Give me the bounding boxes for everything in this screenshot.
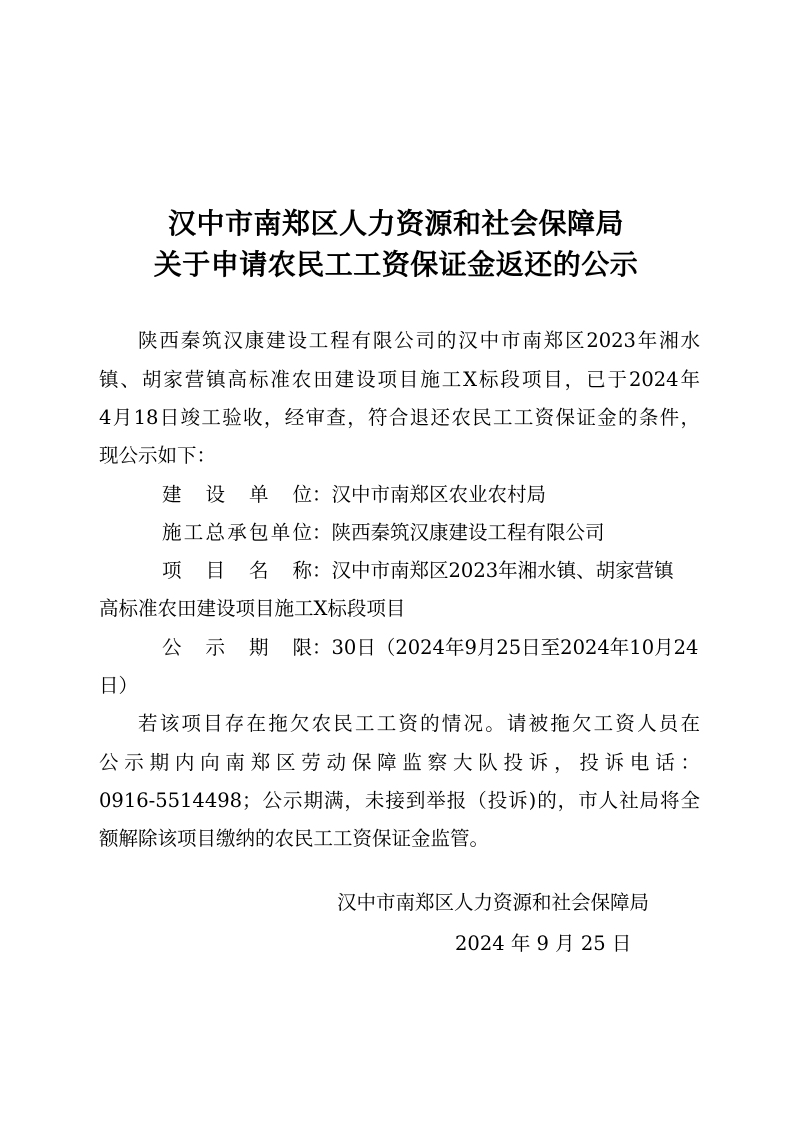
field-value: 30日（2024年9月25日至2024年10月24	[331, 636, 699, 659]
document-title-line-1: 汉中市南郑区人力资源和社会保障局	[167, 207, 624, 240]
field-notice-period	[162, 634, 698, 662]
field-general-contractor	[162, 519, 605, 547]
field-colon: ：	[312, 636, 332, 659]
field-label: 项目名称	[162, 559, 312, 582]
notice-line-2: 公示期内向南郑区劳动保障监察大队投诉，投诉电话：	[99, 751, 700, 774]
field-colon: ：	[312, 521, 332, 544]
field-label: 施工总承包单位	[162, 521, 312, 544]
field-project-name	[162, 557, 700, 585]
intro-line-4: 现公示如下：	[99, 444, 217, 467]
field-notice-period-continued: 日）	[99, 674, 139, 697]
notice-line-4: 额解除该项目缴纳的农民工工资保证金监管。	[99, 827, 490, 850]
field-colon: ：	[312, 559, 332, 582]
field-value: 汉中市南郑区2023年湘水镇、胡家营镇	[331, 559, 674, 582]
notice-line-3: 0916-5514498；公示期满，未接到举报（投诉)的，市人社局将全	[99, 789, 700, 812]
field-construction-unit	[162, 481, 546, 509]
notice-line-1: 若该项目存在拖欠农民工工资的情况。请被拖欠工资人员在	[138, 712, 700, 735]
field-label: 建设单位	[162, 483, 312, 506]
intro-line-3: 4月18日竣工验收，经审查，符合退还农民工工资保证金的条件，	[99, 406, 700, 429]
document-title-line-2: 关于申请农民工工资保证金返还的公示	[153, 248, 639, 281]
field-colon: ：	[312, 483, 332, 506]
field-value: 陕西秦筑汉康建设工程有限公司	[331, 521, 605, 544]
signature-date: 2024 年 9 月 25 日	[455, 932, 632, 955]
intro-line-2: 镇、胡家营镇高标准农田建设项目施工X标段项目，已于2024年	[99, 368, 700, 391]
intro-line-1: 陕西秦筑汉康建设工程有限公司的汉中市南郑区2023年湘水	[138, 329, 700, 352]
field-value: 汉中市南郑区农业农村局	[331, 483, 547, 506]
field-label: 公示期限	[162, 636, 312, 659]
signature-organization: 汉中市南郑区人力资源和社会保障局	[337, 891, 650, 914]
field-project-name-continued: 高标准农田建设项目施工X标段项目	[99, 597, 406, 620]
